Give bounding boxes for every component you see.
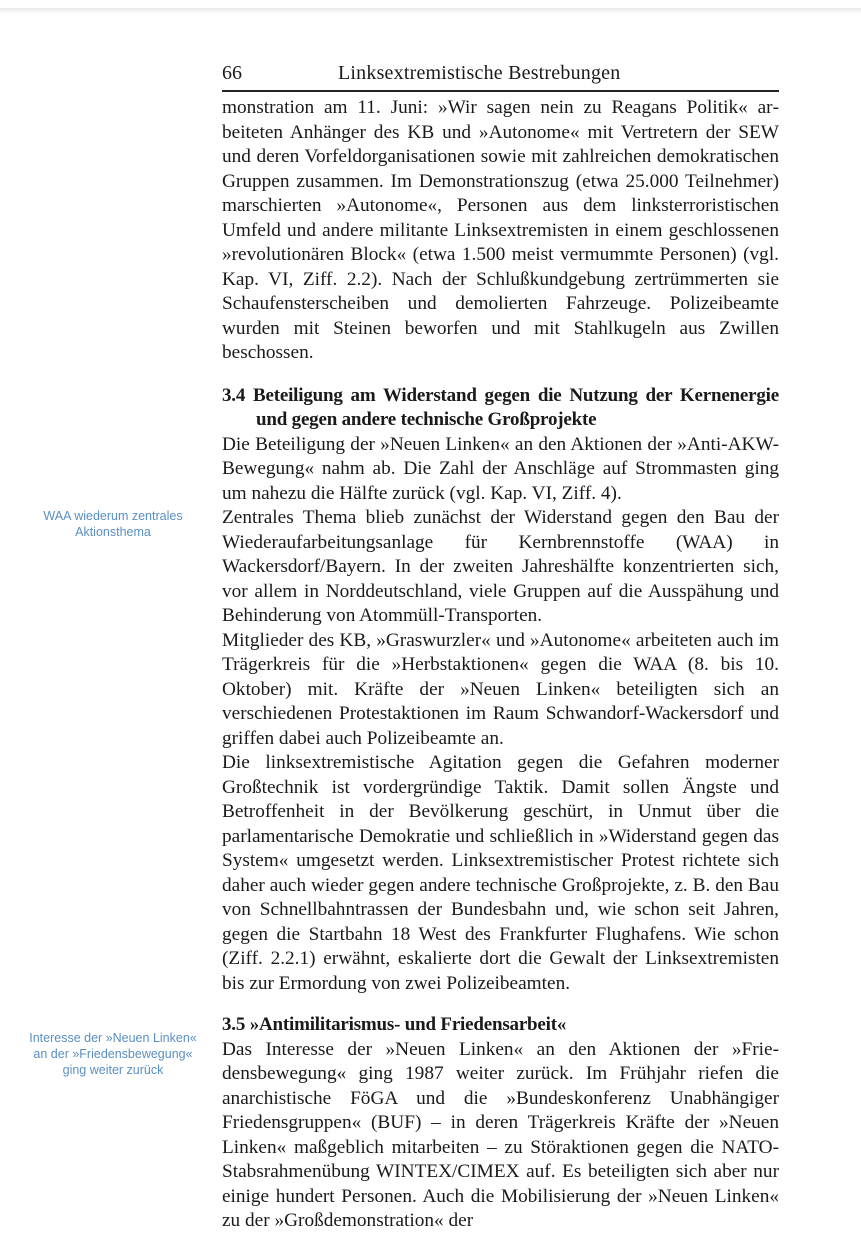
section-3-4-heading: 3.4 Beteiligung am Widerstand gegen die Nutzung der Kernenergie und gegen andere technische Großprojekte <box>222 384 779 430</box>
section-3-4-paragraph: Zentrales Thema blieb zunächst der Widerstand gegen den Bau der Wiederaufarbeitungsanlage für Kernbrennstoffe (WAA) in Wackersdorf/Bayern. In der zweiten Jahreshälfte konzentrierten sich, vor allem in Norddeutschland, viele Gruppen auf die Ausspähung und Behinderung von Atommüll-Transporten. <box>222 507 779 626</box>
page-number: 66 <box>222 62 242 84</box>
section-3-4-paragraph: Die Beteiligung der »Neuen Linken« an den Aktionen der »Anti-AKW-Bewegung« nahm ab. Die Zahl der Anschläge auf Strommasten ging um nahezu die Hälfte zurück (vgl. Kap. VI, Ziff. 4). <box>222 433 779 504</box>
intro-paragraph: monstration am 11. Juni: »Wir sagen nein zu Reagans Politik« arbeiteten Anhänger des KB und »Autonome« mit Vertretern der SEW und deren Vorfeldorganisationen sowie mit zahlreichen demokratischen Gruppen zusammen. Im Demonstrationszug (etwa 25.000 Teilnehmer) marschierten »Autonome«, Personen aus dem linksterroristischen Umfeld und andere militante Linksextremisten in einem geschlossenen »revolutionären Block« (etwa 1.500 meist vermummte Personen) (vgl. Kap. VI, Ziff. 2.2). Nach der Schlußkundgebung zertrümmerten sie Schaufensterscheiben und demolierten Fahrzeuge. Polizeibeamte wurden mit Steinen beworfen und mit Stahlkugeln aus Zwillen beschossen. <box>222 97 779 363</box>
section-3-5-paragraph: Das Interesse der »Neuen Linken« an den Aktionen der »Friedensbewegung« ging 1987 weiter zurück. Im Frühjahr riefen die anarchistische FöGA und die »Bundeskonferenz Unabhängiger Friedensgruppen« (BUF) – in deren Trägerkreis Kräfte der »Neuen Linken« maßgeblich mitarbeiten – zu Störaktionen gegen die NATO-Stabsrahmenübung WINTEX/CIMEX auf. Es beteiligten sich aber nur einige hundert Personen. Auch die Mobilisierung der »Neuen Linken« zu der »Großdemonstration« der <box>222 1038 779 1231</box>
header-rule <box>222 90 779 92</box>
running-title: Linksextremistische Bestrebungen <box>338 62 621 84</box>
section-spacer <box>222 996 779 1013</box>
margin-note-waa: WAA wiederum zentrales Aktionsthema <box>43 509 183 539</box>
scan-edge <box>0 8 861 14</box>
section-3-5-heading: 3.5 »Antimilitarismus- und Friedensarbeit« <box>222 1014 567 1035</box>
margin-note-friedensbewegung: Interesse der »Neuen Linken« an der »Friedensbewegung« ging weiter zurück <box>29 1031 197 1077</box>
section-3-4-paragraph: Mitglieder des KB, »Graswurzler« und »Autonome« arbeiteten auch im Trägerkreis für die »Herbstaktionen« gegen die WAA (8. bis 10. Oktober) mit. Kräfte der »Neuen Linken« beteiligten sich an verschiedenen Protestaktionen im Raum Schwandorf-Wackersdorf und griffen dabei auch Polizeibeamte an. <box>222 629 779 749</box>
section-spacer <box>222 366 779 384</box>
main-text-column <box>222 96 779 1234</box>
section-3-4-paragraph: Die linksextremistische Agitation gegen die Gefahren moderner Großtechnik ist vordergründige Taktik. Damit sollen Ängste und Betroffenheit in der Bevölkerung geschürt, in Unmut über die parlamentarische Demokratie und schließlich in »Widerstand gegen das System« umgesetzt werden. Linksextremistischer Protest richtete sich daher auch wieder gegen andere technische Großprojekte, z. B. den Bau von Schnellbahntrassen der Bundesbahn und, wie schon seit Jahren, gegen die Startbahn 18 West des Frankfurter Flughafens. Wie schon (Ziff. 2.2.1) erwähnt, eskalierte dort die Gewalt der Linksextremisten bis zur Ermordung von zwei Polizeibeamten. <box>222 752 779 994</box>
